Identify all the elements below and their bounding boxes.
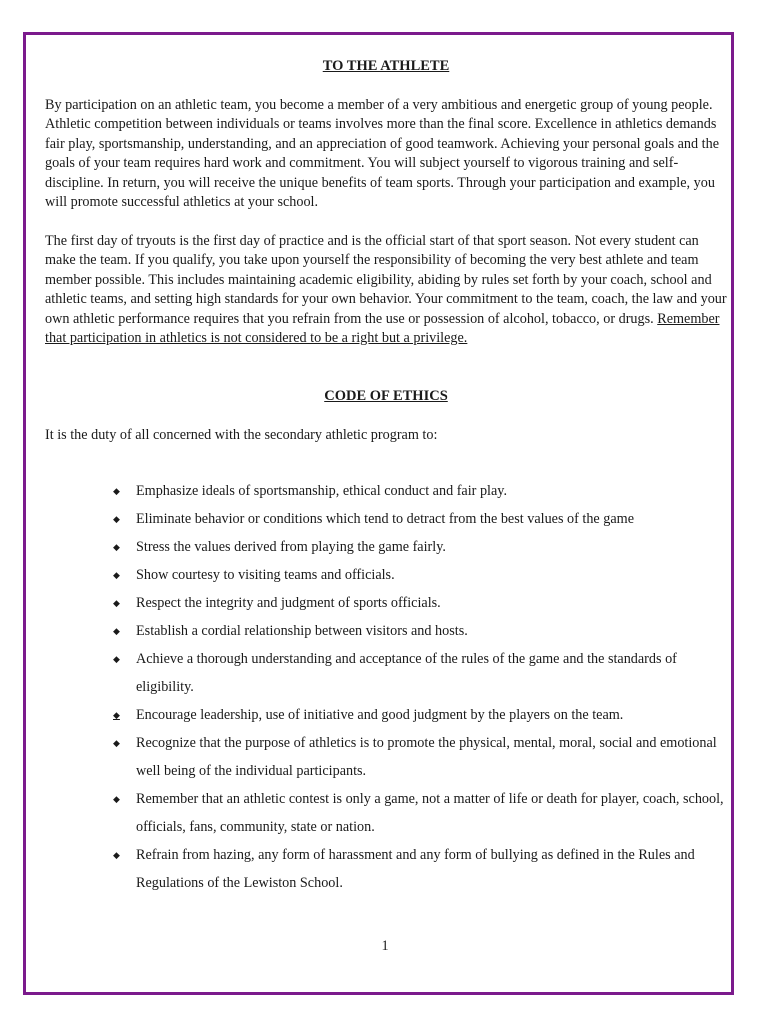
list-item	[113, 561, 727, 589]
heading-code-of-ethics: CODE OF ETHICS	[324, 387, 448, 404]
list-item	[113, 477, 727, 505]
diamond-bullet-icon: ◆	[113, 569, 120, 580]
list-item-text: Show courtesy to visiting teams and officials.	[136, 566, 395, 583]
diamond-bullet-icon: ◆	[113, 625, 120, 636]
diamond-bullet-icon: ◆	[113, 513, 120, 524]
ethics-intro: It is the duty of all concerned with the secondary athletic program to:	[45, 427, 438, 443]
list-item	[113, 729, 727, 785]
list-item-text: Stress the values derived from playing the game fairly.	[136, 538, 446, 555]
diamond-bullet-icon: ◆	[113, 485, 120, 496]
list-item-text: Eliminate behavior or conditions which tend to detract from the best values of the game	[136, 510, 634, 527]
diamond-bullet-icon: ◆	[113, 597, 120, 608]
list-item-text: Achieve a thorough understanding and acceptance of the rules of the game and the standards of eligibility.	[136, 650, 677, 695]
diamond-bullet-icon: ◆	[113, 737, 120, 748]
list-item	[113, 589, 727, 617]
diamond-bullet-icon: ◆	[113, 653, 120, 664]
diamond-bullet-icon: ◆	[113, 793, 120, 804]
list-item-text: Encourage leadership, use of initiative and good judgment by the players on the team.	[136, 706, 624, 723]
list-item	[113, 645, 727, 701]
paragraph-tryouts-text: The first day of tryouts is the first day of practice and is the official start of that sport season. Not every student can make the team. If you qualify, you take upon yourself the responsibility of becoming the very best athlete and team member possible. This includes maintaining academic eligibility, abiding by rules set forth by your coach, school and athletic teams, and setting high standards for your own behavior. Your commitment to the team, coach, the law and your own athletic performance requires that you refrain from the use or possession of alcohol, tobacco, or drugs.	[45, 232, 727, 327]
list-item	[113, 701, 727, 729]
list-item-text: Remember that an athletic contest is only a game, not a matter of life or death for player, coach, school, officials, fans, community, state or nation.	[136, 790, 724, 835]
list-item-text: Emphasize ideals of sportsmanship, ethical conduct and fair play.	[136, 482, 507, 499]
paragraph-tryouts	[45, 232, 727, 349]
list-item	[113, 617, 727, 645]
list-item	[113, 505, 727, 533]
document-content	[45, 55, 727, 897]
heading-to-the-athlete: TO THE ATHLETE	[322, 58, 450, 74]
list-item-text: Recognize that the purpose of athletics is to promote the physical, mental, moral, social and emotional well being of the individual participants.	[136, 734, 717, 779]
paragraph-intro: By participation on an athletic team, you become a member of a very ambitious and energetic group of young people. Athletic competition between individuals or teams involves more than the final score. Excellence in athletics demands fair play, sportsmanship, understanding, and an appreciation of good teamwork. Achieving your personal goals and the goals of your team requires hard work and commitment. You will subject yourself to vigorous training and self-discipline. In return, you will receive the unique benefits of team sports. Through your participation and example, you will promote successful athletics at your school.	[45, 96, 719, 210]
diamond-bullet-icon: ◆	[113, 849, 120, 860]
diamond-bullet-icon: ◆	[113, 541, 120, 552]
list-item-text: Refrain from hazing, any form of harassment and any form of bullying as defined in the Rules and Regulations of the Lewiston School.	[136, 846, 695, 891]
ethics-list	[45, 477, 727, 897]
list-item-text: Establish a cordial relationship between visitors and hosts.	[136, 622, 468, 639]
privilege-statement: Remember that participation in athletics is not considered to be a right but a privilege.	[45, 310, 720, 346]
list-item	[113, 841, 727, 897]
list-item	[113, 533, 727, 561]
list-item	[113, 785, 727, 841]
list-item-text: Respect the integrity and judgment of sports officials.	[136, 594, 441, 611]
page-number: 1	[381, 938, 389, 954]
diamond-bullet-icon: ◆	[113, 709, 120, 720]
